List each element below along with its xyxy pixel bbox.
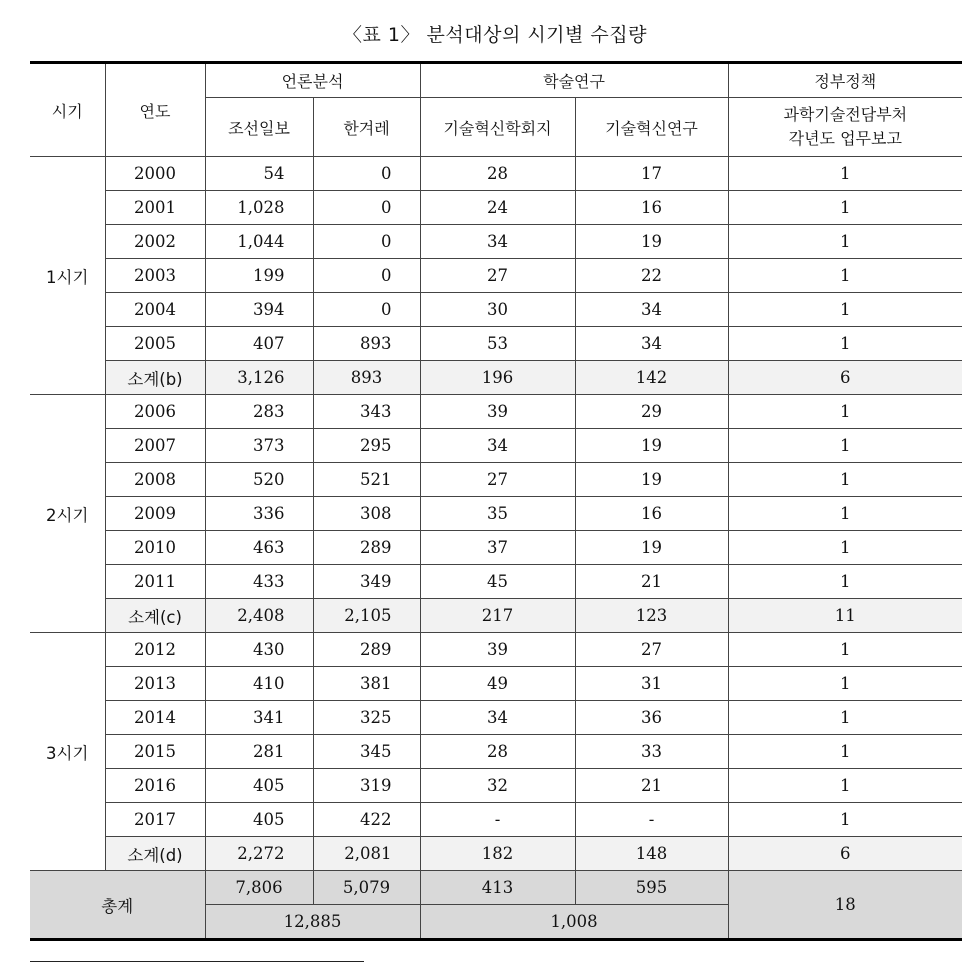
hankyoreh-cell: 345 bbox=[313, 735, 420, 769]
table-row bbox=[30, 157, 962, 191]
society-cell: 39 bbox=[420, 395, 575, 429]
gov-cell: 1 bbox=[728, 565, 962, 599]
header-row-groups bbox=[30, 63, 962, 98]
table-row bbox=[30, 259, 962, 293]
table-row bbox=[30, 735, 962, 769]
gov-cell: 1 bbox=[728, 497, 962, 531]
table-row bbox=[30, 701, 962, 735]
research-cell: 33 bbox=[575, 735, 728, 769]
table-row bbox=[30, 565, 962, 599]
table-row bbox=[30, 667, 962, 701]
society-cell: 34 bbox=[420, 225, 575, 259]
gov-cell: 1 bbox=[728, 633, 962, 667]
header-journal-society: 기술혁신학회지 bbox=[420, 98, 575, 157]
year-cell: 2016 bbox=[105, 769, 205, 803]
header-group-media: 언론분석 bbox=[205, 63, 420, 98]
society-cell: 39 bbox=[420, 633, 575, 667]
research-cell: 16 bbox=[575, 497, 728, 531]
hankyoreh-cell: 308 bbox=[313, 497, 420, 531]
hankyoreh-total: 5,079 bbox=[313, 871, 420, 905]
year-cell: 2010 bbox=[105, 531, 205, 565]
research-cell: 34 bbox=[575, 327, 728, 361]
gov-total: 18 bbox=[728, 871, 962, 940]
chosun-cell: 54 bbox=[205, 157, 313, 191]
year-cell: 2014 bbox=[105, 701, 205, 735]
society-cell: 49 bbox=[420, 667, 575, 701]
research-subtotal: 148 bbox=[575, 837, 728, 871]
media-group-total: 12,885 bbox=[205, 905, 420, 940]
header-chosun: 조선일보 bbox=[205, 98, 313, 157]
year-cell: 2001 bbox=[105, 191, 205, 225]
year-cell: 2013 bbox=[105, 667, 205, 701]
chosun-cell: 373 bbox=[205, 429, 313, 463]
research-cell: 36 bbox=[575, 701, 728, 735]
year-cell: 2003 bbox=[105, 259, 205, 293]
gov-cell: 1 bbox=[728, 701, 962, 735]
society-cell: 34 bbox=[420, 429, 575, 463]
chosun-cell: 410 bbox=[205, 667, 313, 701]
year-cell: 2004 bbox=[105, 293, 205, 327]
chosun-cell: 520 bbox=[205, 463, 313, 497]
chosun-subtotal: 2,272 bbox=[205, 837, 313, 871]
society-cell: 24 bbox=[420, 191, 575, 225]
hankyoreh-cell: 381 bbox=[313, 667, 420, 701]
hankyoreh-cell: 295 bbox=[313, 429, 420, 463]
chosun-cell: 341 bbox=[205, 701, 313, 735]
table-row bbox=[30, 633, 962, 667]
year-cell: 2007 bbox=[105, 429, 205, 463]
society-cell: 37 bbox=[420, 531, 575, 565]
society-cell: 53 bbox=[420, 327, 575, 361]
subtotal-label: 소계(c) bbox=[105, 599, 205, 633]
header-group-academic: 학술연구 bbox=[420, 63, 728, 98]
gov-cell: 1 bbox=[728, 395, 962, 429]
gov-cell: 1 bbox=[728, 293, 962, 327]
research-subtotal: 123 bbox=[575, 599, 728, 633]
chosun-cell: 199 bbox=[205, 259, 313, 293]
table-row bbox=[30, 327, 962, 361]
hankyoreh-cell: 325 bbox=[313, 701, 420, 735]
year-cell: 2000 bbox=[105, 157, 205, 191]
hankyoreh-cell: 343 bbox=[313, 395, 420, 429]
research-cell: 29 bbox=[575, 395, 728, 429]
subtotal-label: 소계(b) bbox=[105, 361, 205, 395]
society-cell: 34 bbox=[420, 701, 575, 735]
gov-cell: 1 bbox=[728, 531, 962, 565]
subtotal-label: 소계(d) bbox=[105, 837, 205, 871]
hankyoreh-cell: 0 bbox=[313, 191, 420, 225]
header-gov-report-line2: 각년도 업무보고 bbox=[788, 129, 902, 148]
year-cell: 2012 bbox=[105, 633, 205, 667]
chosun-cell: 405 bbox=[205, 769, 313, 803]
table-row bbox=[30, 429, 962, 463]
society-cell: 27 bbox=[420, 463, 575, 497]
header-journal-research: 기술혁신연구 bbox=[575, 98, 728, 157]
chosun-cell: 405 bbox=[205, 803, 313, 837]
year-cell: 2006 bbox=[105, 395, 205, 429]
hankyoreh-cell: 893 bbox=[313, 327, 420, 361]
hankyoreh-cell: 422 bbox=[313, 803, 420, 837]
gov-cell: 1 bbox=[728, 157, 962, 191]
gov-cell: 1 bbox=[728, 667, 962, 701]
research-cell: 19 bbox=[575, 429, 728, 463]
research-cell: - bbox=[575, 803, 728, 837]
gov-cell: 1 bbox=[728, 191, 962, 225]
research-cell: 22 bbox=[575, 259, 728, 293]
subtotal-row bbox=[30, 599, 962, 633]
year-cell: 2008 bbox=[105, 463, 205, 497]
research-cell: 19 bbox=[575, 225, 728, 259]
table-row bbox=[30, 497, 962, 531]
year-cell: 2005 bbox=[105, 327, 205, 361]
table-row bbox=[30, 293, 962, 327]
total-label: 총계 bbox=[30, 871, 205, 940]
gov-cell: 1 bbox=[728, 463, 962, 497]
chosun-total: 7,806 bbox=[205, 871, 313, 905]
table-row bbox=[30, 769, 962, 803]
chosun-cell: 1,044 bbox=[205, 225, 313, 259]
gov-cell: 1 bbox=[728, 803, 962, 837]
hankyoreh-subtotal: 2,105 bbox=[313, 599, 420, 633]
table-caption: 〈표 1〉 분석대상의 시기별 수집량 bbox=[343, 24, 647, 46]
table-row bbox=[30, 531, 962, 565]
gov-cell: 1 bbox=[728, 735, 962, 769]
hankyoreh-subtotal: 2,081 bbox=[313, 837, 420, 871]
gov-subtotal: 11 bbox=[728, 599, 962, 633]
academic-group-total: 1,008 bbox=[420, 905, 728, 940]
subtotal-row bbox=[30, 361, 962, 395]
research-total: 595 bbox=[575, 871, 728, 905]
hankyoreh-cell: 319 bbox=[313, 769, 420, 803]
society-cell: 27 bbox=[420, 259, 575, 293]
footnote-divider bbox=[30, 961, 364, 962]
hankyoreh-cell: 0 bbox=[313, 225, 420, 259]
header-group-government: 정부정책 bbox=[728, 63, 962, 98]
table-row bbox=[30, 803, 962, 837]
collection-volume-table bbox=[30, 61, 962, 941]
gov-cell: 1 bbox=[728, 327, 962, 361]
chosun-subtotal: 2,408 bbox=[205, 599, 313, 633]
year-cell: 2002 bbox=[105, 225, 205, 259]
year-cell: 2015 bbox=[105, 735, 205, 769]
gov-cell: 1 bbox=[728, 429, 962, 463]
chosun-cell: 407 bbox=[205, 327, 313, 361]
gov-cell: 1 bbox=[728, 769, 962, 803]
hankyoreh-cell: 0 bbox=[313, 259, 420, 293]
society-total: 413 bbox=[420, 871, 575, 905]
research-subtotal: 142 bbox=[575, 361, 728, 395]
total-row bbox=[30, 871, 962, 905]
header-year: 연도 bbox=[105, 63, 205, 157]
hankyoreh-cell: 521 bbox=[313, 463, 420, 497]
society-subtotal: 182 bbox=[420, 837, 575, 871]
chosun-cell: 281 bbox=[205, 735, 313, 769]
hankyoreh-cell: 349 bbox=[313, 565, 420, 599]
subtotal-row bbox=[30, 837, 962, 871]
header-period: 시기 bbox=[30, 63, 105, 157]
chosun-cell: 463 bbox=[205, 531, 313, 565]
research-cell: 34 bbox=[575, 293, 728, 327]
table-row bbox=[30, 395, 962, 429]
society-cell: 30 bbox=[420, 293, 575, 327]
gov-cell: 1 bbox=[728, 225, 962, 259]
hankyoreh-cell: 289 bbox=[313, 633, 420, 667]
research-cell: 31 bbox=[575, 667, 728, 701]
header-hankyoreh: 한겨레 bbox=[313, 98, 420, 157]
gov-cell: 1 bbox=[728, 259, 962, 293]
society-cell: 28 bbox=[420, 157, 575, 191]
society-subtotal: 196 bbox=[420, 361, 575, 395]
chosun-cell: 1,028 bbox=[205, 191, 313, 225]
year-cell: 2011 bbox=[105, 565, 205, 599]
year-cell: 2009 bbox=[105, 497, 205, 531]
research-cell: 19 bbox=[575, 531, 728, 565]
chosun-cell: 394 bbox=[205, 293, 313, 327]
society-cell: - bbox=[420, 803, 575, 837]
research-cell: 21 bbox=[575, 565, 728, 599]
research-cell: 16 bbox=[575, 191, 728, 225]
period-label: 1시기 bbox=[30, 157, 105, 395]
table-row bbox=[30, 225, 962, 259]
gov-subtotal: 6 bbox=[728, 361, 962, 395]
society-cell: 28 bbox=[420, 735, 575, 769]
hankyoreh-cell: 289 bbox=[313, 531, 420, 565]
table-row bbox=[30, 463, 962, 497]
table-body bbox=[30, 157, 962, 940]
society-cell: 32 bbox=[420, 769, 575, 803]
chosun-cell: 336 bbox=[205, 497, 313, 531]
header-gov-report-line1: 과학기술전담부처 bbox=[783, 105, 908, 124]
society-subtotal: 217 bbox=[420, 599, 575, 633]
chosun-cell: 433 bbox=[205, 565, 313, 599]
period-label: 2시기 bbox=[30, 395, 105, 633]
society-cell: 35 bbox=[420, 497, 575, 531]
chosun-cell: 283 bbox=[205, 395, 313, 429]
society-cell: 45 bbox=[420, 565, 575, 599]
table-row bbox=[30, 191, 962, 225]
chosun-cell: 430 bbox=[205, 633, 313, 667]
chosun-subtotal: 3,126 bbox=[205, 361, 313, 395]
research-cell: 17 bbox=[575, 157, 728, 191]
research-cell: 27 bbox=[575, 633, 728, 667]
header-gov-report bbox=[728, 98, 962, 157]
research-cell: 21 bbox=[575, 769, 728, 803]
hankyoreh-subtotal: 893 bbox=[313, 361, 420, 395]
hankyoreh-cell: 0 bbox=[313, 157, 420, 191]
year-cell: 2017 bbox=[105, 803, 205, 837]
research-cell: 19 bbox=[575, 463, 728, 497]
period-label: 3시기 bbox=[30, 633, 105, 871]
gov-subtotal: 6 bbox=[728, 837, 962, 871]
hankyoreh-cell: 0 bbox=[313, 293, 420, 327]
